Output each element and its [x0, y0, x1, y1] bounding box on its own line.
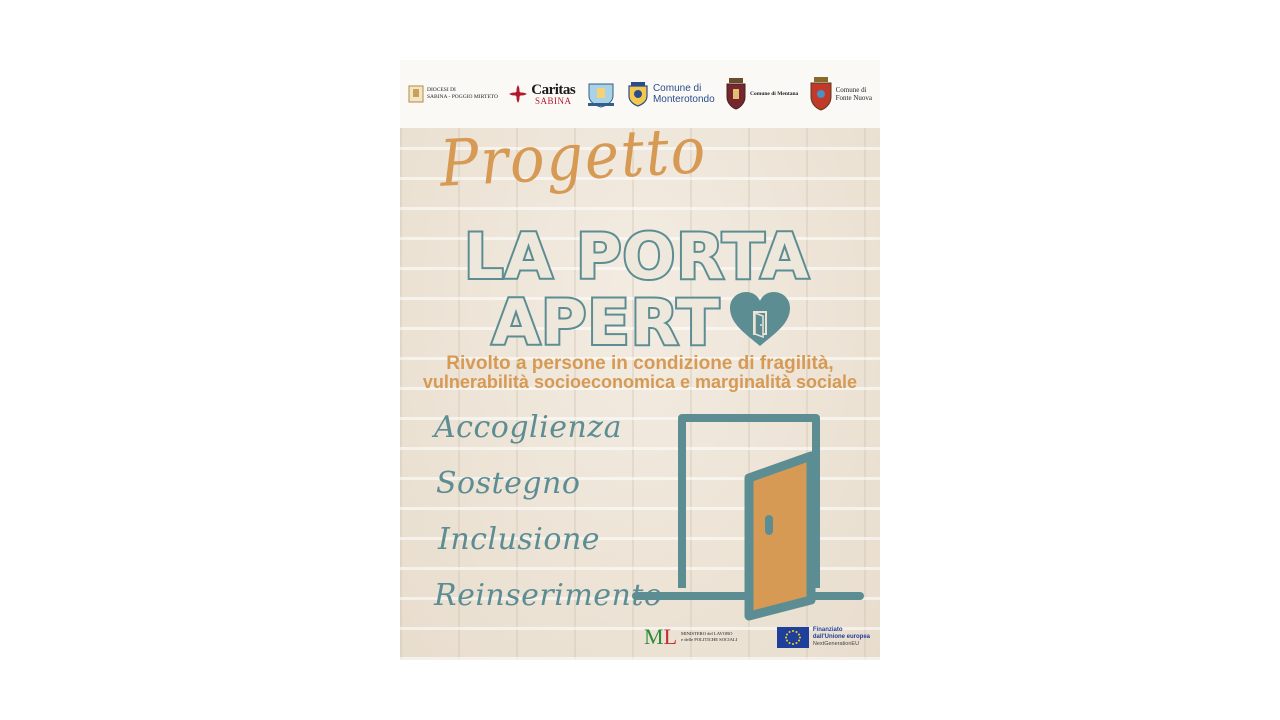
- caritas-line1: Caritas: [531, 81, 576, 98]
- diocesi-line2: SABINA - POGGIO MIRTETO: [427, 94, 498, 100]
- ministero-line1: MINISTERO del LAVORO: [681, 631, 733, 636]
- logo-diocesi: [408, 85, 498, 103]
- mentana-label: Comune di Mentana: [750, 91, 799, 97]
- logo-mentana: [725, 77, 798, 111]
- subtitle-line2: vulnerabilità socioeconomica e marginalità sociale: [422, 372, 858, 392]
- keyword-inclusione: Inclusione: [438, 522, 601, 557]
- caritas-cross-icon: [508, 84, 528, 104]
- mentana-crest-icon: [725, 77, 747, 111]
- logo-monterotondo: [626, 81, 715, 107]
- poster: [400, 60, 880, 660]
- ministero-line2: e delle POLITICHE SOCIALI: [681, 637, 738, 642]
- heart-door-icon: [728, 290, 792, 348]
- logo-eu: [777, 627, 870, 648]
- ministero-ml-icon: ML: [644, 624, 678, 649]
- monterotondo-line1: Comune di: [652, 83, 702, 94]
- title-line2: APERT: [492, 286, 721, 359]
- eu-line2: dall'Unione europea: [812, 633, 870, 640]
- subtitle-line1: Rivolto a persone in condizione di fragilità,: [446, 353, 834, 374]
- eu-line3: NextGenerationEU: [812, 640, 860, 647]
- fonte-line1: Comune di: [835, 86, 867, 94]
- eu-line1: Finanziato: [812, 626, 843, 633]
- keyword-sostegno: Sostegno: [436, 466, 581, 501]
- keyword-accoglienza: Accoglienza: [434, 410, 622, 445]
- eu-flag-icon: [777, 627, 809, 648]
- fonte-nuova-crest-icon: [809, 76, 833, 112]
- caritas-line2: SABINA: [535, 95, 572, 106]
- diocesi-line1: DIOCESI DI: [427, 87, 456, 93]
- keyword-reinserimento: Reinserimento: [434, 578, 663, 613]
- logo-ministero: [644, 626, 737, 648]
- title-line1: LA PORTA: [464, 220, 810, 293]
- monterotondo-line2: Monterotondo: [652, 94, 715, 105]
- diocesi-crest-icon: [408, 85, 424, 103]
- monterotondo-crest-icon: [626, 81, 650, 107]
- church-crest-icon: [586, 80, 616, 108]
- logo-fonte-nuova: [809, 76, 872, 112]
- title-script: Progetto: [438, 114, 709, 202]
- subtitle: [400, 355, 880, 391]
- fonte-line2: Fonte Nuova: [835, 94, 872, 102]
- footer-logos: [644, 620, 870, 654]
- open-door-icon: [630, 410, 870, 622]
- logo-caritas: [508, 83, 575, 106]
- logo-crest: [586, 80, 616, 108]
